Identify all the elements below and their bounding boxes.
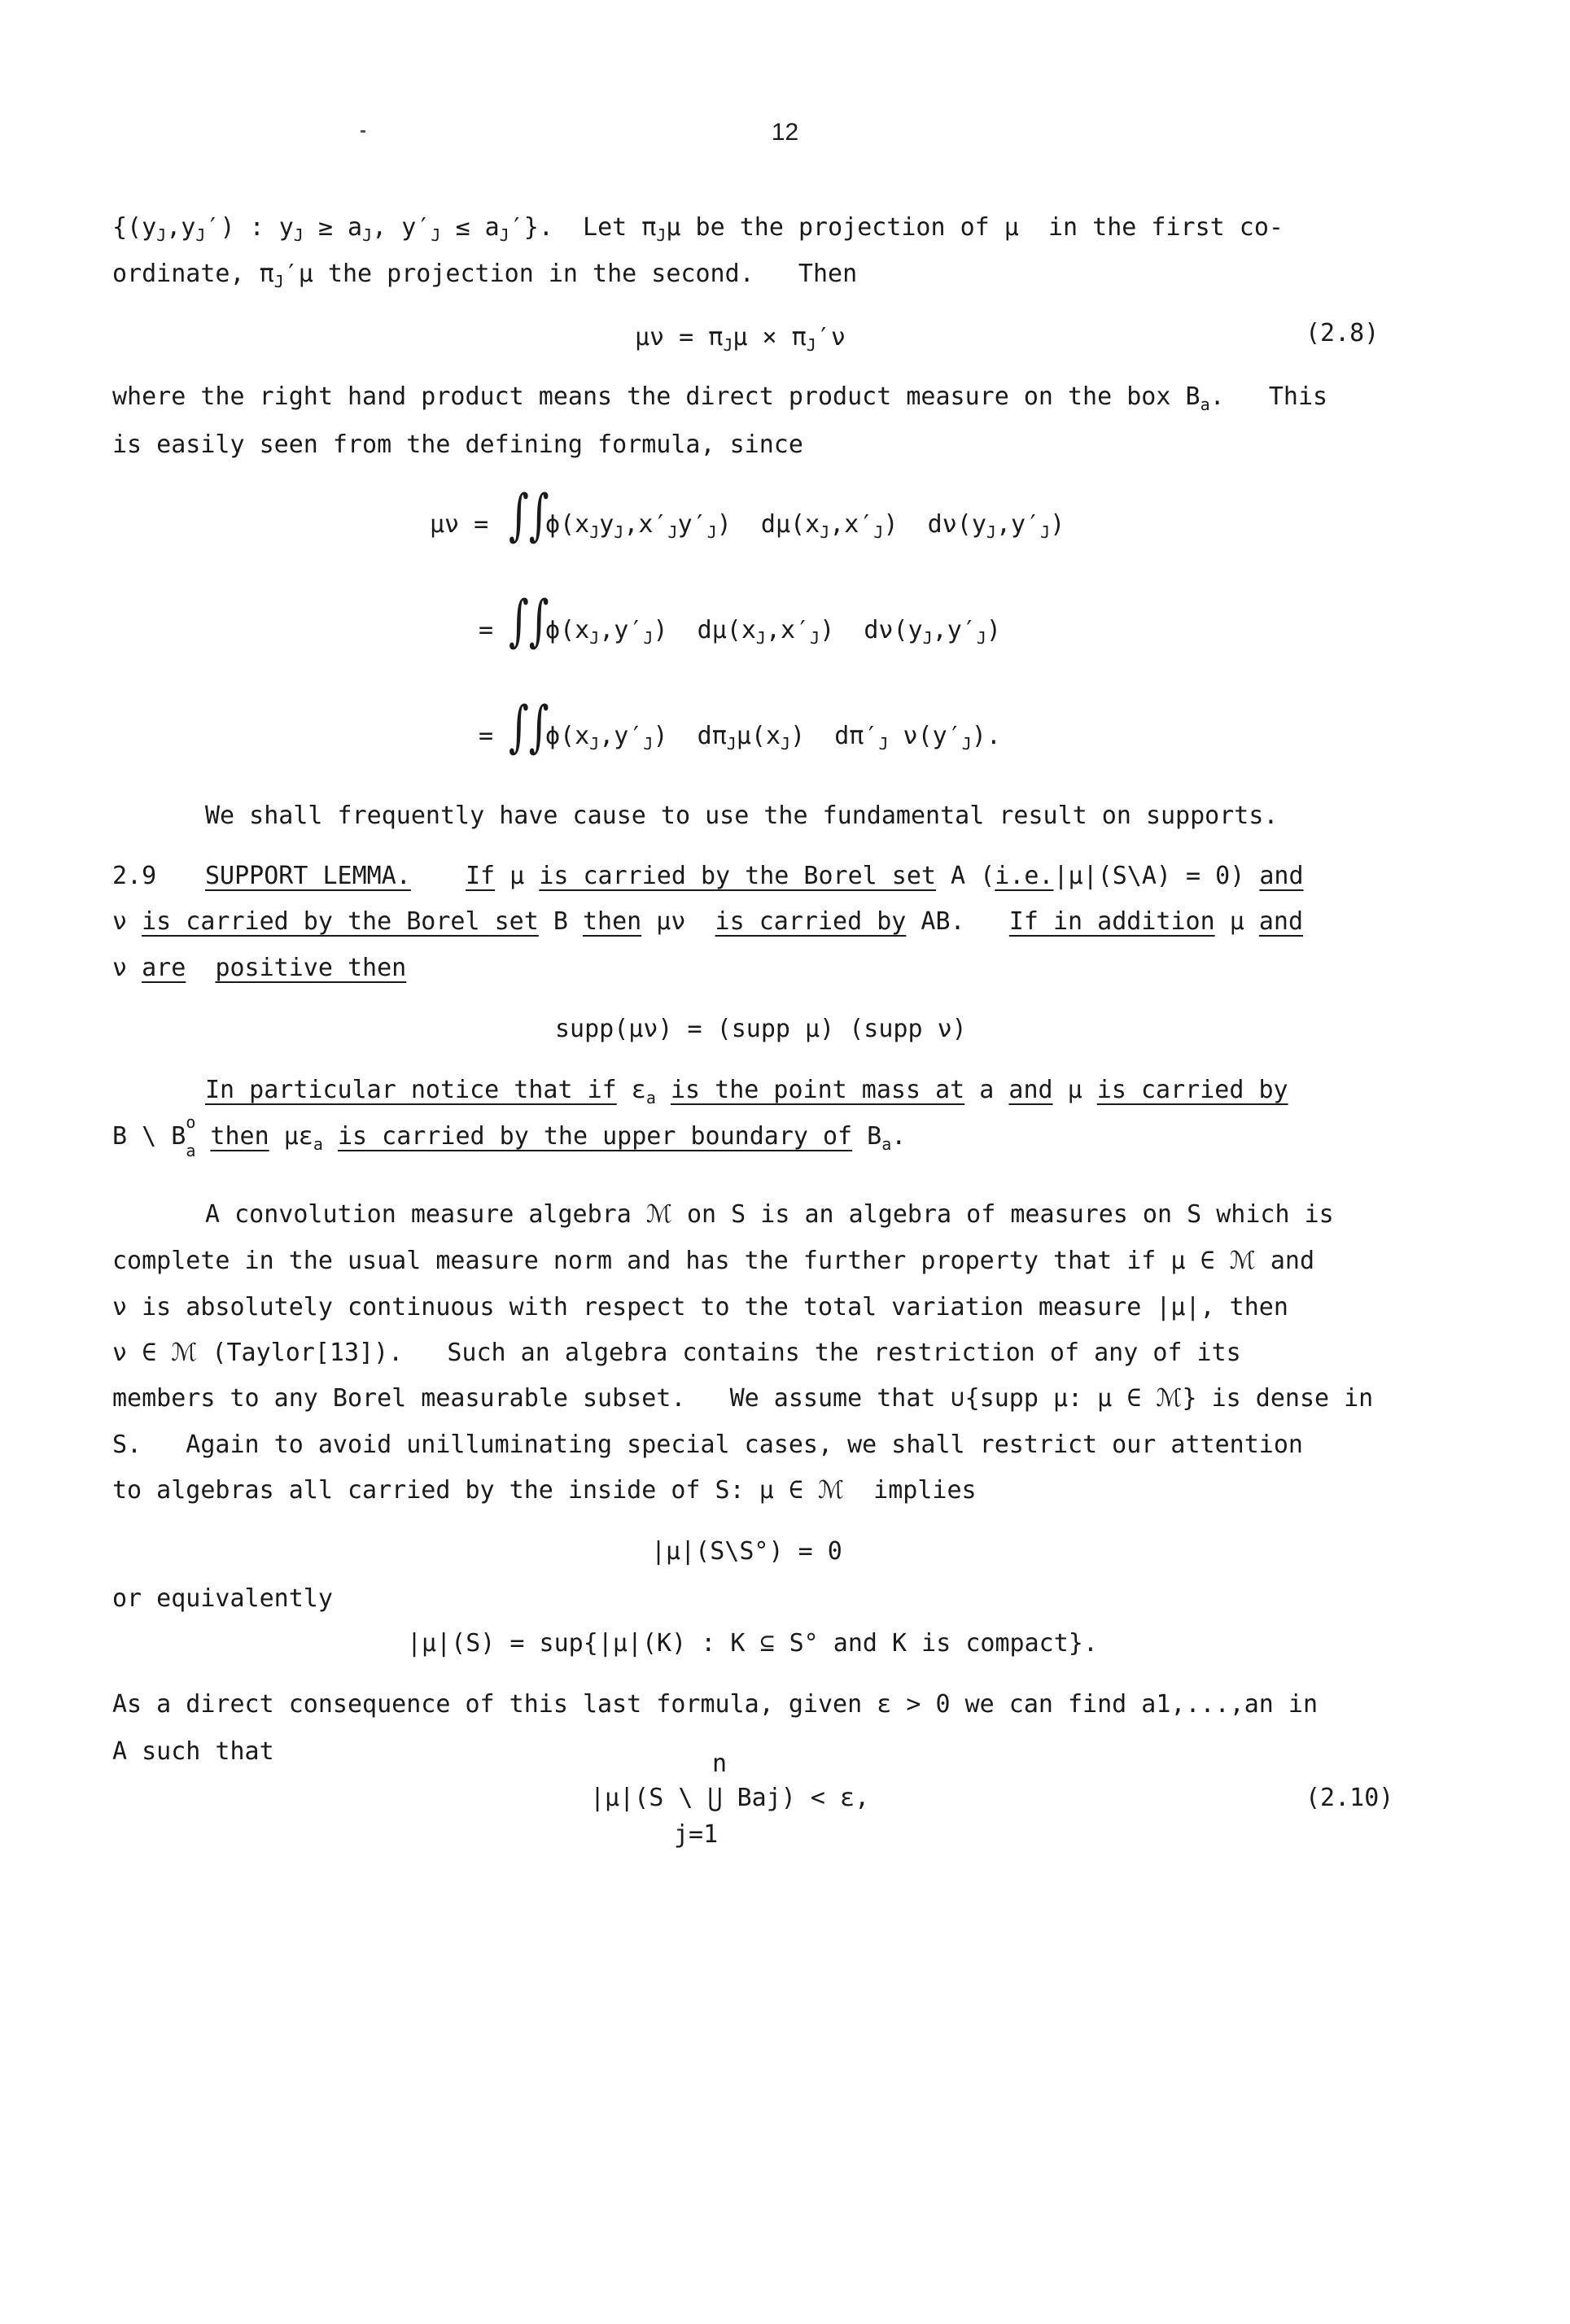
lemma-title: SUPPORT LEMMA. bbox=[205, 862, 411, 890]
text-line: ordinate, $\pi_J'\mu$ the projection in the second. Then bbox=[112, 260, 858, 291]
text-line: {$(y_J,y_J')$ : $y_J \ge a_J$, $y'_J \le a_J'$}. Let $\pi_J\mu$ be the projection of μ in the first co- bbox=[112, 213, 1284, 245]
equation-2-10: |μ|(S \ ⋃ Baj) < ε, bbox=[590, 1784, 870, 1812]
integral-line-3: $\phi(x_J,y'_J)$ $d\pi_J\mu(x_J)$ $d\pi'_J$ $\nu(y'_J)$. bbox=[545, 722, 1001, 754]
text-line: A convolution measure algebra ℳ on S is an algebra of measures on S which is bbox=[205, 1200, 1334, 1229]
lemma-number: 2.9 bbox=[112, 862, 157, 890]
page-number: 12 bbox=[771, 119, 799, 146]
integral-line-2: $\phi(x_J,y'_J)$ $d\mu(x_J,x'_J)$ $d\nu(y_J,y'_J)$ bbox=[545, 616, 1001, 648]
lemma-remark: B \ B o $_a$ then $\mu\varepsilon_a$ is carried by the upper boundary of $B_a$. bbox=[112, 1112, 907, 1160]
integral-line-3: = bbox=[479, 722, 509, 750]
double-integral-icon: ∫∫ bbox=[509, 589, 549, 653]
text-line: members to any Borel measurable subset. We assume that ∪{supp μ: μ ∈ ℳ} is dense in bbox=[112, 1384, 1374, 1413]
text-line: A such that bbox=[112, 1737, 274, 1766]
lemma-text: If μ is carried by the Borel set A (i.e.|μ|(S\A) = 0) and bbox=[466, 862, 1304, 890]
lemma-text: ν is carried by the Borel set B then μν is carried by AB. If in addition μ and bbox=[112, 907, 1304, 936]
integral-line-1: $\phi(x_Jy_J,x'_Jy'_J)$ $d\mu(x_J,x'_J)$ $d\nu(y_J,y'_J)$ bbox=[545, 510, 1065, 542]
text-line: complete in the usual measure norm and has the further property that if μ ∈ ℳ and bbox=[112, 1247, 1315, 1275]
equation-inside: |μ|(S\S°) = 0 bbox=[651, 1537, 842, 1566]
double-integral-icon: ∫∫ bbox=[509, 483, 549, 548]
text-line: S. Again to avoid unilluminating special cases, we shall restrict our attention bbox=[112, 1431, 1303, 1459]
lemma-remark: In particular notice that if $\varepsilon_a$ is the point mass at a and μ is carried by bbox=[205, 1076, 1288, 1107]
equation-number: (2.10) bbox=[1305, 1784, 1394, 1812]
equation-2-10-limit-top: n bbox=[712, 1750, 728, 1778]
equation-sup: |μ|(S) = sup{|μ|(K) : K ⊆ S° and K is compact}. bbox=[407, 1629, 1098, 1658]
integral-line-2: = bbox=[479, 616, 509, 644]
lemma-text: ν are positive then bbox=[112, 954, 407, 982]
equation-2-8: $\mu\nu = \pi_J\mu \times \pi_J'\nu$ bbox=[635, 323, 846, 355]
text-line: or equivalently bbox=[112, 1584, 333, 1613]
equation-2-10-limit-bottom: j=1 bbox=[674, 1820, 719, 1849]
text-line: ν is absolutely continuous with respect to the total variation measure |μ|, then bbox=[112, 1293, 1288, 1321]
equation-number: (2.8) bbox=[1305, 319, 1380, 347]
text-line: We shall frequently have cause to use the fundamental result on supports. bbox=[205, 802, 1279, 830]
text-line: is easily seen from the defining formula, since bbox=[112, 430, 803, 459]
text-line: to algebras all carried by the inside of S: μ ∈ ℳ implies bbox=[112, 1476, 977, 1505]
text-line: where the right hand product means the direct product measure on the box $B_a$. This bbox=[112, 382, 1328, 414]
text-line: ν ∈ ℳ (Taylor[13]). Such an algebra contains the restriction of any of its bbox=[112, 1339, 1241, 1367]
text-line: As a direct consequence of this last formula, given ε > 0 we can find a1,...,an in bbox=[112, 1690, 1319, 1719]
double-integral-icon: ∫∫ bbox=[509, 695, 549, 759]
support-equation: supp(μν) = (supp μ) (supp ν) bbox=[555, 1015, 967, 1043]
integral-line-1: μν = bbox=[430, 510, 504, 539]
